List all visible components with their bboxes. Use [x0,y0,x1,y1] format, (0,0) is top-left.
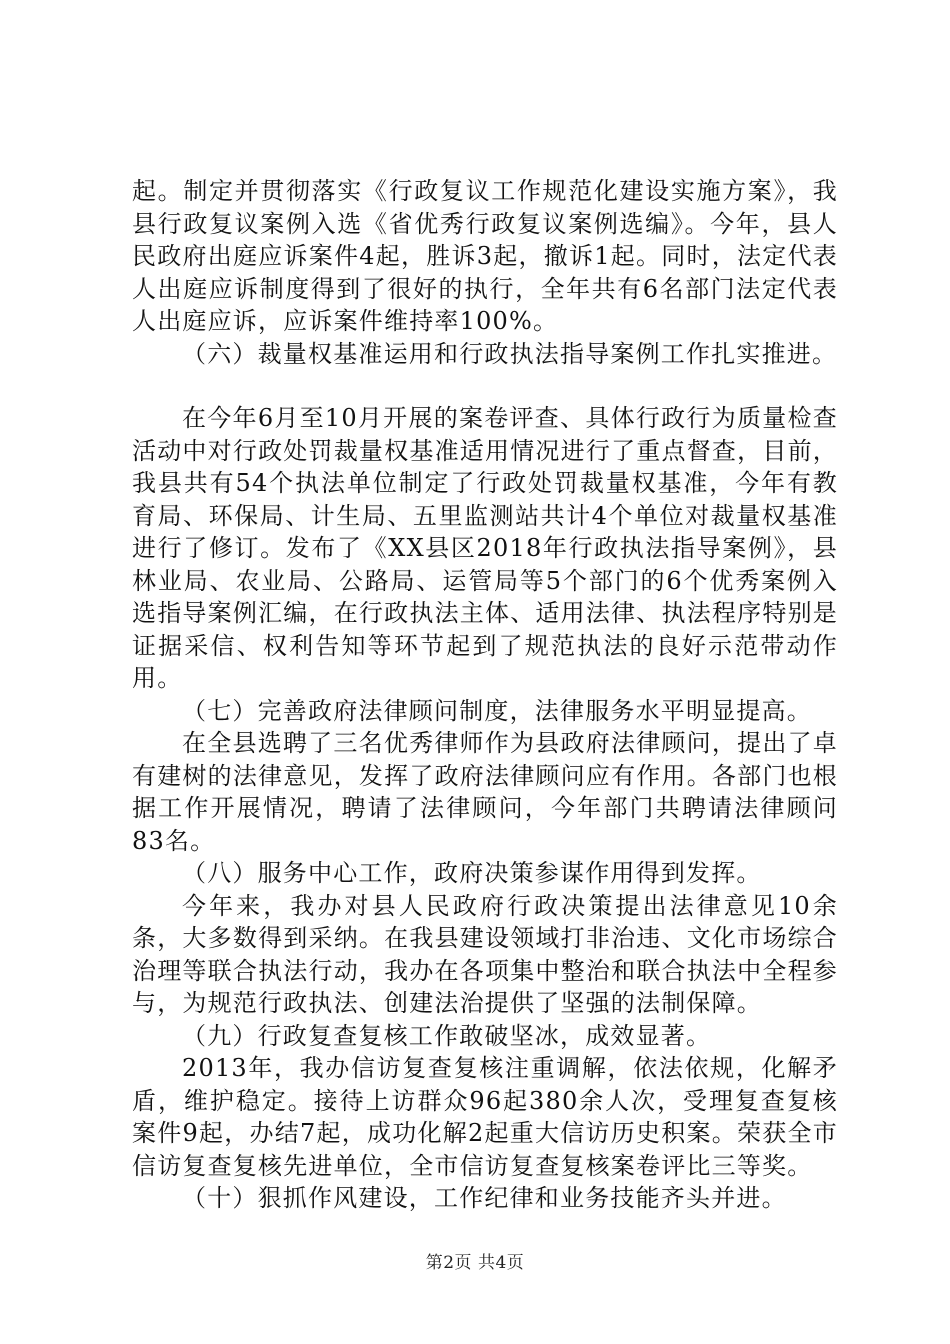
body-paragraph: 2013年，我办信访复查复核注重调解，依法依规，化解矛盾，维护稳定。接待上访群众96起380余人次，受理复查复核案件9起，办结7起，成功化解2起重大信访历史积案。荣获全市信访复查复核先进单位，全市信访复查复核案卷评比三等奖。 [132,1054,838,1180]
section-heading-6: （六）裁量权基准运用和行政执法指导案例工作扎实推进。 [182,339,838,368]
body-paragraph: 在全县选聘了三名优秀律师作为县政府法律顾问，提出了卓有建树的法律意见，发挥了政府法律顾问应有作用。各部门也根据工作开展情况，聘请了法律顾问，今年部门共聘请法律顾问83名。 [132,729,838,855]
section-heading-9: （九）行政复查复核工作敢破坚冰，成效显著。 [182,1021,712,1050]
page-number-footer: 第2页 共4页 [425,1253,525,1273]
body-paragraph: 起。制定并贯彻落实《行政复议工作规范化建设实施方案》，我县行政复议案例入选《省优秀行政复议案例选编》。今年，县人民政府出庭应诉案件4起，胜诉3起，撤诉1起。同时，法定代表人出庭应诉制度得到了很好的执行，全年共有6名部门法定代表人出庭应诉，应诉案件维持率100%。 [132,177,838,335]
section-heading-7: （七）完善政府法律顾问制度，法律服务水平明显提高。 [182,696,812,725]
section-heading-8: （八）服务中心工作，政府决策参谋作用得到发挥。 [182,859,762,887]
body-paragraph: 今年来，我办对县人民政府行政决策提出法律意见10余条，大多数得到采纳。在我县建设领域打非治违、文化市场综合治理等联合执法行动，我办在各项集中整治和联合执法中全程参与，为规范行政执法、创建法治提供了坚强的法制保障。 [132,891,838,1017]
document-body [132,175,838,1215]
section-heading-10: （十）狠抓作风建设，工作纪律和业务技能齐头并进。 [182,1184,787,1212]
body-paragraph: 在今年6月至10月开展的案卷评查、具体行政行为质量检查活动中对行政处罚裁量权基准适用情况进行了重点督查，目前，我县共有54个执法单位制定了行政处罚裁量权基准，今年有教育局、环保局、计生局、五里监测站共计4个单位对裁量权基准进行了修订。发布了《XX县区2018年行政执法指导案例》，县林业局、农业局、公路局、运管局等5个部门的6个优秀案例入选指导案例汇编，在行政执法主体、适用法律、执法程序特别是证据采信、权利告知等环节起到了规范执法的良好示范带动作用。 [132,404,838,692]
